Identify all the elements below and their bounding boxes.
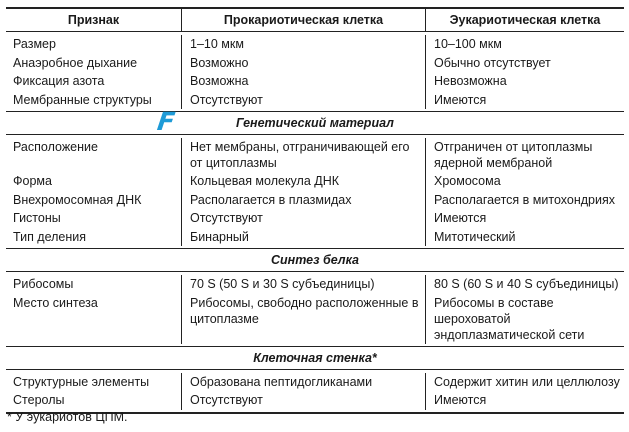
header-feature: Признак [67, 13, 120, 27]
table-row [6, 91, 624, 110]
row-prokaryote: Отсутствуют [181, 391, 425, 410]
table-row [6, 72, 624, 91]
row-prokaryote: 70 S (50 S и 30 S субъединицы) [181, 275, 425, 294]
row-feature: Размер [13, 37, 56, 51]
row-eukaryote: Рибосомы в составе шероховатой эндоплазматической сети [425, 294, 624, 344]
table-row [6, 228, 624, 247]
row-eukaryote: Отграничен от цитоплазмы ядерной мембраной [425, 138, 624, 172]
row-eukaryote: Располагается в митохондриях [425, 191, 624, 210]
row-feature: Фиксация азота [13, 74, 105, 88]
group-general [6, 32, 624, 111]
row-feature: Гистоны [13, 211, 61, 225]
watermark-logo: F [155, 107, 177, 136]
row-prokaryote: Отсутствуют [181, 209, 425, 228]
row-eukaryote: Обычно отсутствует [425, 54, 624, 73]
row-feature: Тип деления [13, 229, 87, 244]
row-eukaryote: Невозможна [425, 72, 624, 91]
table-row [6, 138, 624, 172]
group-protein [6, 272, 624, 346]
table-row [6, 294, 624, 344]
row-prokaryote: Образована пептидогликанами [181, 373, 425, 392]
row-eukaryote: 80 S (60 S и 40 S субъединицы) [425, 275, 624, 294]
row-feature: Место синтеза [13, 295, 98, 310]
section-heading-cell-wall: Клеточная стенка* [6, 346, 624, 370]
table-row [6, 391, 624, 410]
table-row [6, 172, 624, 191]
row-eukaryote: 10–100 мкм [425, 35, 624, 54]
row-feature: Анаэробное дыхание [13, 55, 138, 70]
row-prokaryote: Возможно [181, 54, 425, 73]
row-feature: Структурные элементы [13, 374, 150, 389]
group-cell-wall [6, 370, 624, 414]
row-prokaryote: Кольцевая молекула ДНК [181, 172, 425, 191]
table-row [6, 275, 624, 294]
table-row [6, 373, 624, 392]
row-feature: Рибосомы [13, 277, 74, 291]
row-prokaryote: Располагается в плазмидах [181, 191, 425, 210]
header-eukaryote: Эукариотическая клетка [425, 9, 624, 31]
row-eukaryote: Имеются [425, 209, 624, 228]
row-prokaryote: 1–10 мкм [181, 35, 425, 54]
row-prokaryote: Бинарный [181, 228, 425, 247]
footnote: * У эукариотов ЦПМ. [7, 410, 128, 424]
row-eukaryote: Имеются [425, 91, 624, 110]
row-feature: Внехромосомная ДНК [13, 192, 142, 207]
section-heading-protein: Синтез белка [6, 248, 624, 272]
section-heading-genetic: Генетический материал [6, 111, 624, 135]
table-row [6, 209, 624, 228]
row-eukaryote: Имеются [425, 391, 624, 410]
table-row [6, 35, 624, 54]
row-prokaryote: Отсутствуют [181, 91, 425, 110]
row-prokaryote: Нет мембраны, отграничивающей его от цитоплазмы [181, 138, 425, 172]
row-feature: Мембранные структуры [13, 92, 152, 107]
row-feature: Форма [13, 174, 52, 188]
table-row [6, 54, 624, 73]
row-eukaryote: Хромосома [425, 172, 624, 191]
row-eukaryote: Содержит хитин или целлюлозу [425, 373, 624, 392]
row-prokaryote: Рибосомы, свободно расположенные в цитоплазме [181, 294, 425, 344]
comparison-table [6, 7, 624, 414]
table-header [6, 7, 624, 32]
row-feature: Расположение [13, 140, 98, 154]
row-eukaryote: Митотический [425, 228, 624, 247]
row-feature: Стеролы [13, 393, 65, 407]
header-prokaryote: Прокариотическая клетка [181, 9, 425, 31]
group-genetic [6, 135, 624, 248]
row-prokaryote: Возможна [181, 72, 425, 91]
table-row [6, 191, 624, 210]
